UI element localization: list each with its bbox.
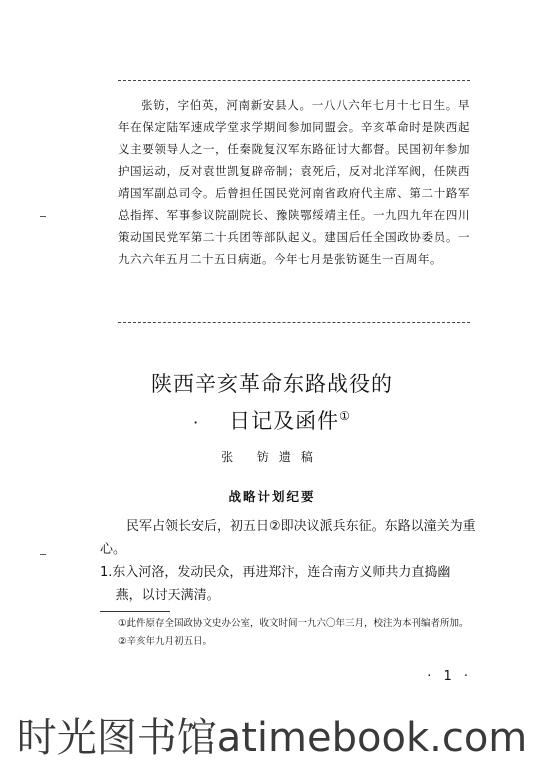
footnote-1: ①此件原存全国政协文史办公室，收文时间一九六〇年三月，校注为本刊编者所加。 [118,618,469,629]
footnotes [118,617,478,653]
article-title-text: 日记及函件 [229,409,340,433]
title-footnote-mark: ① [339,409,351,423]
author-line: 张 钫遗稿 [221,450,323,464]
footnote-2: ②辛亥年九月初五日。 [118,636,213,647]
body-text [100,515,476,607]
margin-mark [40,554,46,555]
footnote-rule [100,611,170,612]
section-heading: 战略计划纪要 [228,489,316,504]
article-title-line-1: 陕西辛亥革命东路战役的 [151,372,393,396]
page-number: · 1 · [427,669,472,684]
bio-top-rule [118,80,470,81]
article-title-line-2 [0,405,544,435]
margin-mark [40,216,46,217]
body-list-item: 1.东入河洛，发动民众，再进郑汴，连合南方义师共力直捣幽燕，以讨天满清。 [100,565,451,603]
title-dot: · [193,413,200,432]
biography-text: 张钫，字伯英，河南新安县人。一八八六年七月十七日生。早年在保定陆军速成学堂求学期间参加同盟会。辛亥革命时是陕西起义主要领导人之一，任秦陇复汉军东路征讨大都督。民国初年参加护国运动，反对袁世凯复辟帝制；袁死后，反对北洋军阀，任陕西靖国军副总司令。后曾担任国民党河南省政府代主席、第二十路军总指挥、军事参议院副院长、豫陕鄂绥靖主任。一九四九年在四川策动国民党军第二十兵团等部队起义。建国后任全国政协委员。一九六六年五月二十五日病逝。今年七月是张钫诞生一百周年。 [118,98,470,266]
biography-box [118,94,470,270]
body-paragraph: 民军占领长安后，初五日②即决议派兵东征。东路以潼关为重心。 [100,519,476,557]
watermark-text: 时光图书馆atimebook.com [16,715,528,761]
bio-bottom-rule [118,322,470,323]
